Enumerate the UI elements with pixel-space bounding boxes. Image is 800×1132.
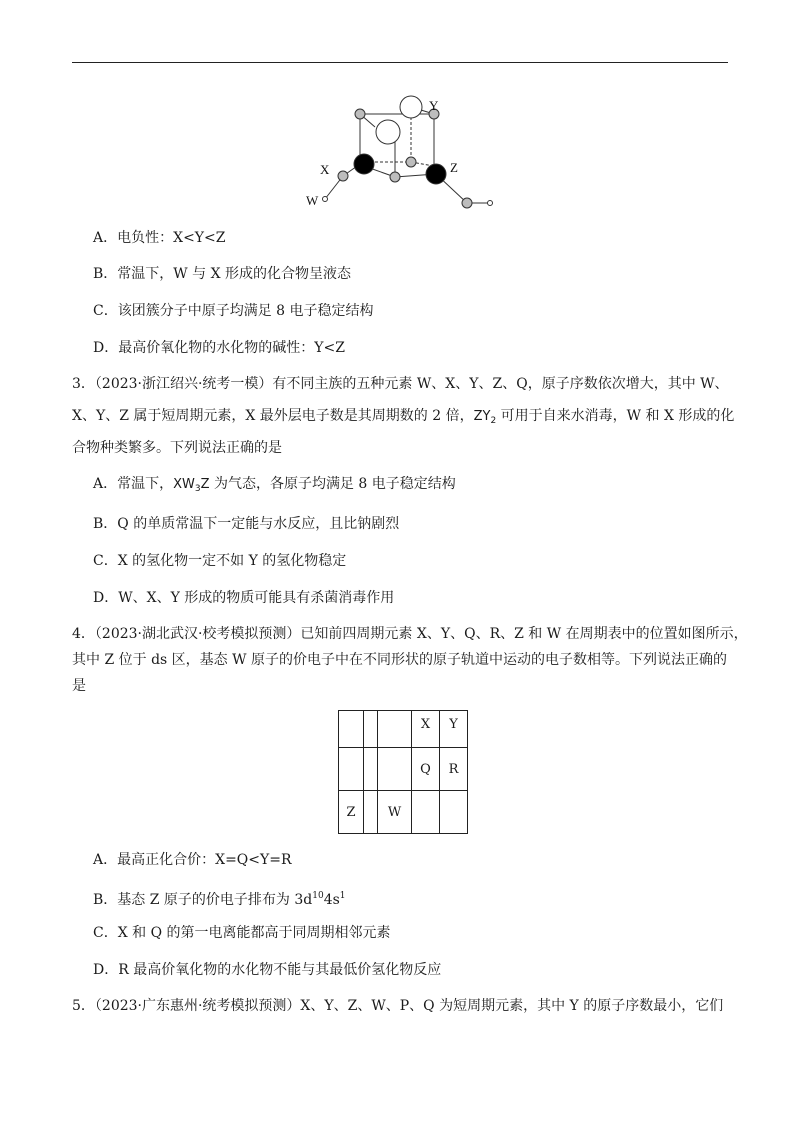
table-cell: X bbox=[412, 711, 440, 748]
atom-z bbox=[426, 164, 446, 184]
atom-y-top bbox=[400, 96, 422, 118]
table-cell bbox=[364, 711, 378, 748]
superscript: 10 bbox=[312, 891, 324, 901]
table-cell: Q bbox=[412, 748, 440, 791]
atom-y-front bbox=[376, 120, 400, 144]
q2-option-c: C．该团簇分子中原子均满足 8 电子稳定结构 bbox=[93, 303, 374, 319]
table-row bbox=[339, 791, 468, 834]
formula-main: Z bbox=[200, 477, 210, 492]
option-text: 为气态，各原子均满足 8 电子稳定结构 bbox=[209, 476, 456, 492]
q4-stem-line-1: 4．（2023·湖北武汉·校考模拟预测）已知前四周期元素 X、Y、Q、R、Z 和 W 在周期表中的位置如图所示， bbox=[72, 626, 748, 642]
q3-option-a bbox=[93, 474, 456, 499]
formula-main: XW bbox=[173, 477, 195, 492]
gray-atom bbox=[390, 172, 400, 182]
label-z: Z bbox=[450, 160, 458, 175]
q4-stem-line-3: 是 bbox=[72, 678, 86, 694]
gray-atom bbox=[406, 157, 416, 167]
table-row bbox=[339, 748, 468, 791]
gray-atom bbox=[338, 171, 348, 181]
atom-w bbox=[323, 197, 328, 202]
table-cell bbox=[378, 711, 412, 748]
gray-atom bbox=[462, 198, 472, 208]
q4-option-b bbox=[93, 886, 346, 910]
table-cell: Y bbox=[440, 711, 468, 748]
q3-option-d: D．W、X、Y 形成的物质可能具有杀菌消毒作用 bbox=[93, 590, 395, 606]
q2-option-a: A．电负性：X<Y<Z bbox=[93, 230, 226, 246]
label-w: W bbox=[306, 193, 319, 208]
table-cell bbox=[440, 791, 468, 834]
label-x: X bbox=[320, 162, 330, 177]
q3-option-c: C．X 的氢化物一定不如 Y 的氢化物稳定 bbox=[93, 553, 347, 569]
formula-xw3z bbox=[173, 477, 209, 492]
q2-option-b: B．常温下，W 与 X 形成的化合物呈液态 bbox=[93, 266, 351, 282]
table-cell: W bbox=[378, 791, 412, 834]
label-y: Y bbox=[429, 98, 439, 113]
q4-option-a: A．最高正化合价：X=Q<Y=R bbox=[93, 852, 292, 868]
formula-subscript: 2 bbox=[490, 416, 497, 426]
formula-zy2 bbox=[474, 409, 497, 424]
table-cell bbox=[364, 791, 378, 834]
formula-main: ZY bbox=[473, 409, 491, 424]
atom-w bbox=[488, 201, 493, 206]
superscript: 1 bbox=[339, 891, 346, 901]
table-cell: Z bbox=[339, 791, 364, 834]
option-text: B．基态 Z 原子的价电子排布为 3d bbox=[93, 892, 313, 908]
q4-option-d: D．R 最高价氧化物的水化物不能与其最低价氢化物反应 bbox=[93, 962, 442, 978]
option-text: 4s bbox=[323, 892, 340, 908]
q2-option-d: D．最高价氧化物的水化物的碱性：Y<Z bbox=[93, 340, 345, 356]
table-cell bbox=[412, 791, 440, 834]
table-cell bbox=[339, 711, 364, 748]
table-cell: R bbox=[440, 748, 468, 791]
header-rule bbox=[72, 62, 728, 63]
atom-x bbox=[354, 154, 374, 174]
q3-stem-text: 可用于自来水消毒，W 和 X 形成的化 bbox=[496, 408, 735, 424]
table-cell bbox=[378, 748, 412, 791]
q3-option-b: B．Q 的单质常温下一定能与水反应，且比钠剧烈 bbox=[93, 516, 400, 532]
option-text: A．常温下， bbox=[93, 476, 174, 492]
cluster-molecule-figure bbox=[300, 92, 500, 212]
table-cell bbox=[339, 748, 364, 791]
q3-stem-line-1: 3．（2023·浙江绍兴·统考一模）有不同主族的五种元素 W、X、Y、Z、Q，原子序数依次增大，其中 W、 bbox=[72, 376, 729, 392]
table-cell bbox=[364, 748, 378, 791]
q4-option-c: C．X 和 Q 的第一电离能都高于同周期相邻元素 bbox=[93, 925, 391, 941]
q3-stem-line-3: 合物种类繁多。下列说法正确的是 bbox=[72, 440, 282, 456]
formula-subscript: 3 bbox=[194, 484, 201, 494]
q3-stem-line-2 bbox=[72, 406, 734, 431]
q5-stem-line-1: 5．（2023·广东惠州·统考模拟预测）X、Y、Z、W、P、Q 为短周期元素，其中 Y 的原子序数最小，它们 bbox=[72, 998, 724, 1014]
q3-stem-text: X、Y、Z 属于短周期元素，X 最外层电子数是其周期数的 2 倍， bbox=[72, 408, 474, 424]
q4-stem-line-2: 其中 Z 位于 ds 区，基态 W 原子的价电子中在不同形状的原子轨道中运动的电子数相等。下列说法正确的 bbox=[72, 652, 727, 668]
gray-atom bbox=[355, 109, 365, 119]
periodic-table-fragment bbox=[338, 710, 468, 834]
table-row bbox=[339, 711, 468, 748]
